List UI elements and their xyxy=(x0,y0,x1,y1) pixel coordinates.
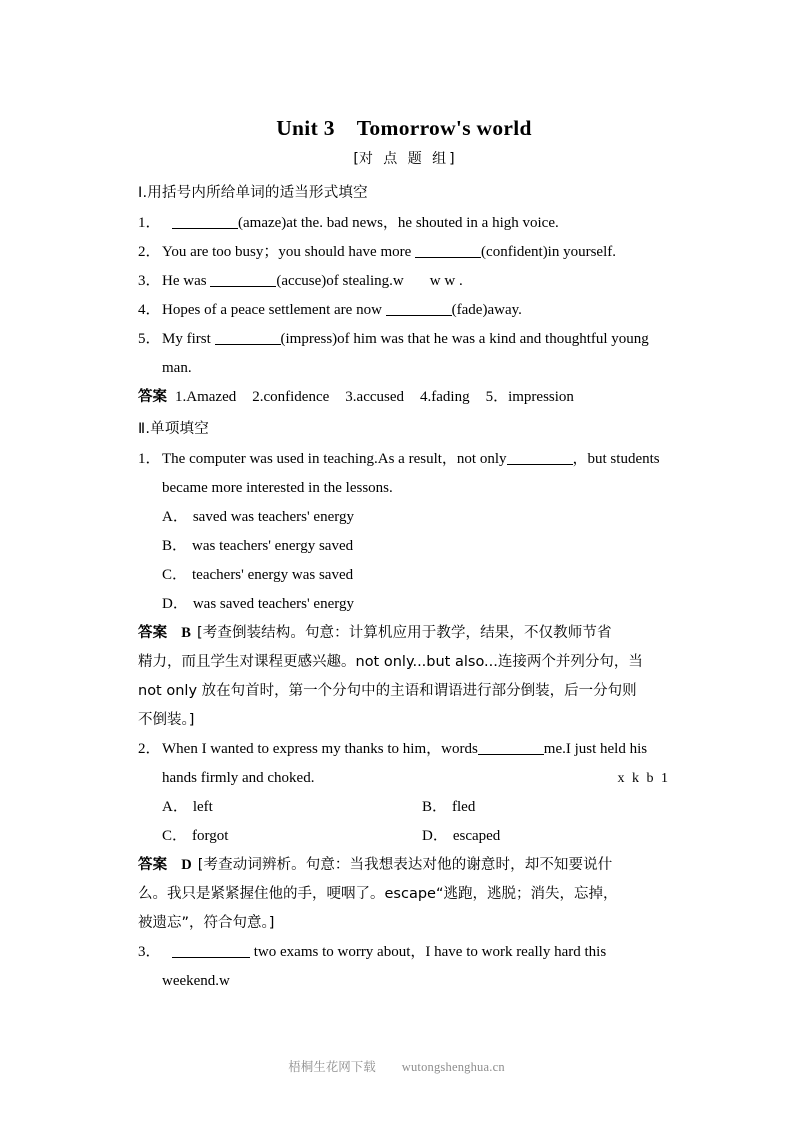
explanation-text: 连接两个并列分句，当 xyxy=(497,654,643,670)
option-text: forgot xyxy=(192,828,229,844)
question-item xyxy=(138,296,670,325)
answer-blank[interactable] xyxy=(478,754,544,755)
question-item xyxy=(138,735,670,764)
subtitle-bracket-open: [ xyxy=(353,151,359,167)
option-item[interactable] xyxy=(138,503,670,532)
option-item[interactable] xyxy=(416,793,676,822)
explanation-english: escape xyxy=(384,886,436,902)
question-number: 1． xyxy=(138,215,161,231)
footer-label: 梧桐生花网下载 xyxy=(288,1059,376,1074)
explanation-text: [考查倒装结构。句意：计算机应用于教学，结果，不仅教师节省 xyxy=(196,625,612,641)
section-one-heading xyxy=(138,180,670,207)
answer-blank[interactable] xyxy=(210,286,276,287)
answer-explanation-line: 不倒装。] xyxy=(138,712,195,728)
option-row xyxy=(138,793,670,822)
question-text: Hopes of a peace settlement are now (fade)away. xyxy=(162,302,522,318)
option-label: B． xyxy=(162,538,188,554)
watermark-text: x k b 1 xyxy=(617,771,670,786)
subtitle-bracket-close: ] xyxy=(449,151,455,167)
section-two-heading-text: .单项填空 xyxy=(145,421,209,437)
option-item[interactable] xyxy=(138,532,670,561)
answer-explanation-line xyxy=(138,677,670,706)
answer-label: 答案 xyxy=(138,389,167,405)
option-label: D． xyxy=(422,828,448,844)
answer-blank[interactable] xyxy=(507,464,573,465)
option-label: A． xyxy=(162,799,188,815)
question-number: 5． xyxy=(138,331,161,347)
answer-label: 答案 xyxy=(138,857,168,873)
option-item[interactable] xyxy=(416,822,676,851)
explanation-text: [考查动词辨析。句意：当我想表达对他的谢意时，却不知要说什 xyxy=(197,857,613,873)
answer-label: 答案 xyxy=(138,625,168,641)
question-number: 2． xyxy=(138,244,161,260)
question-number: 1． xyxy=(138,451,161,467)
explanation-english: not only...but also... xyxy=(355,654,498,670)
question-text: (amaze)at the. bad news，he shouted in a high voice. xyxy=(162,209,670,238)
answer-blank[interactable] xyxy=(172,228,238,229)
answer-blank[interactable] xyxy=(415,257,481,258)
option-text: left xyxy=(192,799,213,815)
question-item xyxy=(138,938,670,996)
question-number: 3． xyxy=(138,273,161,289)
option-item[interactable] xyxy=(162,822,416,851)
question-text: When I wanted to express my thanks to him，words me.I just held his xyxy=(162,741,648,757)
option-row xyxy=(138,822,670,851)
answer-explanation-line xyxy=(138,880,670,909)
option-item[interactable] xyxy=(138,590,670,619)
question-text: He was (accuse)of stealing.w w w . xyxy=(162,273,463,289)
question-number: 3． xyxy=(138,944,161,960)
question-item xyxy=(138,267,670,296)
footer xyxy=(0,1057,793,1075)
question-continuation: became more interested in the lessons. xyxy=(162,480,393,496)
unit-name: Tomorrow's world xyxy=(356,116,532,140)
question-text: You are too busy；you should have more (confident)in yourself. xyxy=(162,244,617,260)
section-one-numeral: Ⅰ xyxy=(138,185,143,201)
explanation-text: “逃跑，逃脱；消失，忘掉， xyxy=(435,886,618,902)
answer-explanation-line xyxy=(138,648,670,677)
answer-explanation xyxy=(138,851,670,880)
answer-blank[interactable] xyxy=(386,315,452,316)
section-two-numeral: Ⅱ xyxy=(138,421,146,437)
question-item xyxy=(138,445,670,474)
answer-values: 1.Amazed 2.confidence 3.accused 4.fading 5．impression xyxy=(175,389,574,405)
explanation-text: 么。我只是紧紧握住他的手，哽咽了。 xyxy=(138,886,385,902)
question-text: two exams to worry about，I have to work really hard this weekend.w xyxy=(162,944,607,989)
option-text: saved was teachers' energy xyxy=(192,509,354,525)
option-item[interactable] xyxy=(162,793,416,822)
option-label: C． xyxy=(162,828,188,844)
question-item xyxy=(138,325,670,354)
question-text: My first (impress)of him was that he was a kind and thoughtful young xyxy=(162,331,649,347)
footer-site: wutongshenghua.cn xyxy=(401,1060,505,1074)
question-continuation: man. xyxy=(162,360,192,376)
answer-choice: D xyxy=(181,857,192,873)
option-label: D． xyxy=(162,596,188,612)
question-number: 4． xyxy=(138,302,161,318)
answer-choice: B xyxy=(181,625,191,641)
section-two-heading xyxy=(138,416,670,443)
stray-chars: w w . xyxy=(429,273,463,289)
option-label: A． xyxy=(162,509,188,525)
option-text: escaped xyxy=(452,828,501,844)
answer-blank[interactable] xyxy=(172,957,250,958)
answer-blank[interactable] xyxy=(215,344,281,345)
option-text: was teachers' energy saved xyxy=(192,538,354,554)
question-number: 2． xyxy=(138,741,161,757)
explanation-text: 放在句首时，第一个分句中的主语和谓语进行部分倒装，后一分句则 xyxy=(197,683,637,699)
question-item xyxy=(138,238,670,267)
explanation-text: 精力，而且学生对课程更感兴趣。 xyxy=(138,654,356,670)
question-continuation: x k b 1 hands firmly and choked. xyxy=(138,764,670,793)
question-item xyxy=(138,209,670,238)
option-text: was saved teachers' energy xyxy=(192,596,354,612)
subtitle-text: 对 点 题 组 xyxy=(358,151,450,167)
answer-explanation-line: 被遗忘”，符合句意。] xyxy=(138,915,275,931)
answer-row xyxy=(138,383,670,412)
answer-explanation xyxy=(138,619,670,648)
option-text: fled xyxy=(452,799,476,815)
option-label: C． xyxy=(162,567,188,583)
explanation-english: not only xyxy=(138,683,198,699)
unit-number: Unit 3 xyxy=(276,116,335,140)
section-one-heading-text: .用括号内所给单词的适当形式填空 xyxy=(142,185,368,201)
subtitle xyxy=(138,146,670,172)
page-title xyxy=(138,112,670,144)
question-text: The computer was used in teaching.As a result，not only ，but students xyxy=(162,451,660,467)
option-text: teachers' energy was saved xyxy=(192,567,354,583)
option-item[interactable] xyxy=(138,561,670,590)
option-label: B． xyxy=(422,799,448,815)
